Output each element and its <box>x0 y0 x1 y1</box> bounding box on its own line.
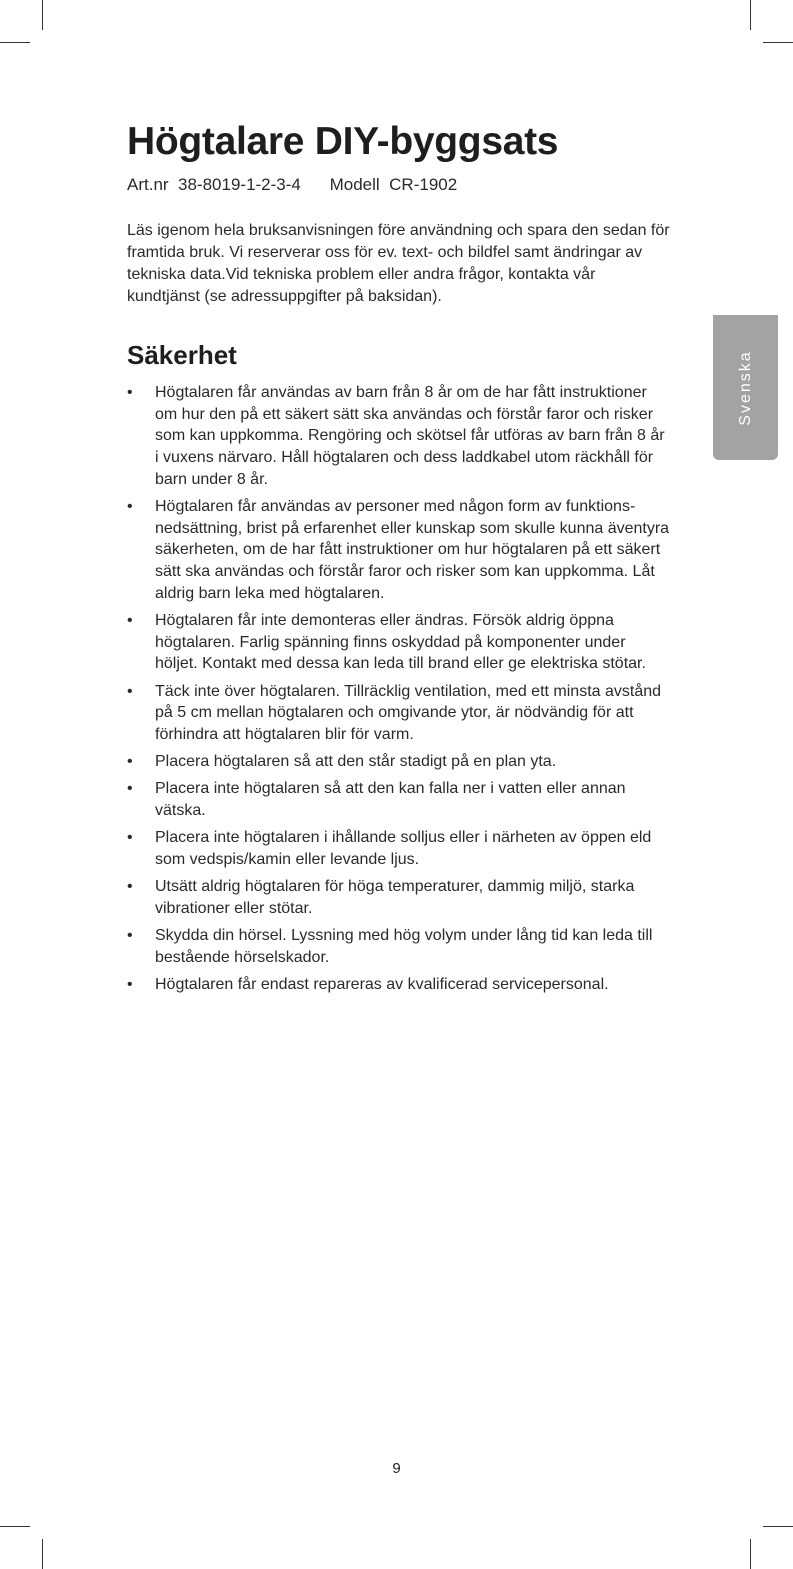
list-item <box>127 876 672 919</box>
page-content <box>127 118 672 1001</box>
crop-mark-top-right-horizontal <box>763 42 793 43</box>
list-item <box>127 827 672 870</box>
page-number: 9 <box>392 1460 401 1477</box>
list-item-text: Högtalaren får användas av barn från 8 år om de har fått instruktioner om hur den på ett säkert sätt ska användas och förstår faror och risker som kan uppkomma. Rengöring och skötsel får utföras av barn från 8 år i vuxens närvaro. Håll högtalaren och dess laddkabel utom räckhåll för barn under 8 år. <box>155 384 665 488</box>
list-item <box>127 925 672 968</box>
bullet-icon: • <box>127 753 133 771</box>
crop-mark-bottom-right-vertical <box>750 1539 751 1569</box>
bullet-icon: • <box>127 780 133 798</box>
list-item-text: Placera inte högtalaren i ihållande solljus eller i närheten av öppen eld som vedspis/kamin eller levande ljus. <box>155 829 652 869</box>
language-tab-label: Svenska <box>736 349 754 426</box>
list-item <box>127 496 672 605</box>
safety-list <box>127 382 672 996</box>
crop-mark-bottom-right-horizontal <box>763 1526 793 1527</box>
list-item-text: Skydda din hörsel. Lyssning med hög volym under lång tid kan leda till bestående hörselskador. <box>155 927 653 966</box>
safety-heading: Säkerhet <box>127 340 237 370</box>
bullet-icon: • <box>127 682 133 700</box>
list-item <box>127 974 672 996</box>
intro-paragraph: Läs igenom hela bruksanvisningen före användning och spara den sedan för framtida bruk. Vi reserverar oss för ev. text- och bildfel samt ändringar av tekniska data.Vid tekniska problem eller andra frågor, kontakta vår kundtjänst (se adressuppgifter på baksidan). <box>127 222 670 305</box>
crop-mark-top-left-vertical <box>42 0 43 30</box>
list-item-text: Högtalaren får användas av personer med någon form av funktions-nedsättning, brist på erfarenhet eller kunskap som skulle kunna äventyra säkerheten, om de har fått instruktioner om hur högtalaren på ett säkert sätt ska användas och förstår faror och risker som kan uppkomma. Låt aldrig barn leka med högtalaren. <box>155 498 670 602</box>
bullet-icon: • <box>127 612 133 630</box>
crop-mark-bottom-left-vertical <box>42 1539 43 1569</box>
bullet-icon: • <box>127 384 133 401</box>
list-item-text: Täck inte över högtalaren. Tillräcklig ventilation, med ett minsta avstånd på 5 cm mellan högtalaren och omgivande ytor, är nödvändig för att förhindra att högtalaren blir för varm. <box>155 682 662 744</box>
crop-mark-top-right-vertical <box>750 0 751 30</box>
list-item <box>127 681 672 746</box>
crop-mark-top-left-horizontal <box>0 42 30 43</box>
list-item-text: Högtalaren får inte demonteras eller ändras. Försök aldrig öppna högtalaren. Farlig spänning finns oskyddad på komponenter under höljet. Kontakt med dessa kan leda till brand eller ge elektriska stötar. <box>155 612 646 673</box>
model-label: Modell <box>329 175 380 194</box>
list-item-text: Utsätt aldrig högtalaren för höga temperaturer, dammig miljö, starka vibrationer eller stötar. <box>155 878 635 917</box>
article-model-line <box>127 174 672 196</box>
bullet-icon: • <box>127 498 133 516</box>
model-number: CR-1902 <box>389 175 458 194</box>
list-item <box>127 610 672 675</box>
list-item <box>127 382 672 491</box>
bullet-icon: • <box>127 878 133 896</box>
crop-mark-bottom-left-horizontal <box>0 1526 30 1527</box>
list-item-text: Placera högtalaren så att den står stadigt på en plan yta. <box>155 753 557 771</box>
list-item <box>127 778 672 821</box>
bullet-icon: • <box>127 829 133 847</box>
page-title: Högtalare DIY-byggsats <box>127 120 559 163</box>
bullet-icon: • <box>127 976 133 994</box>
art-number: 38-8019-1-2-3-4 <box>178 175 301 194</box>
art-label: Art.nr <box>127 175 169 194</box>
language-tab <box>713 315 778 460</box>
bullet-icon: • <box>127 927 133 945</box>
list-item-text: Högtalaren får endast repareras av kvalificerad servicepersonal. <box>155 976 609 994</box>
list-item <box>127 751 672 773</box>
list-item-text: Placera inte högtalaren så att den kan falla ner i vatten eller annan vätska. <box>155 780 626 820</box>
